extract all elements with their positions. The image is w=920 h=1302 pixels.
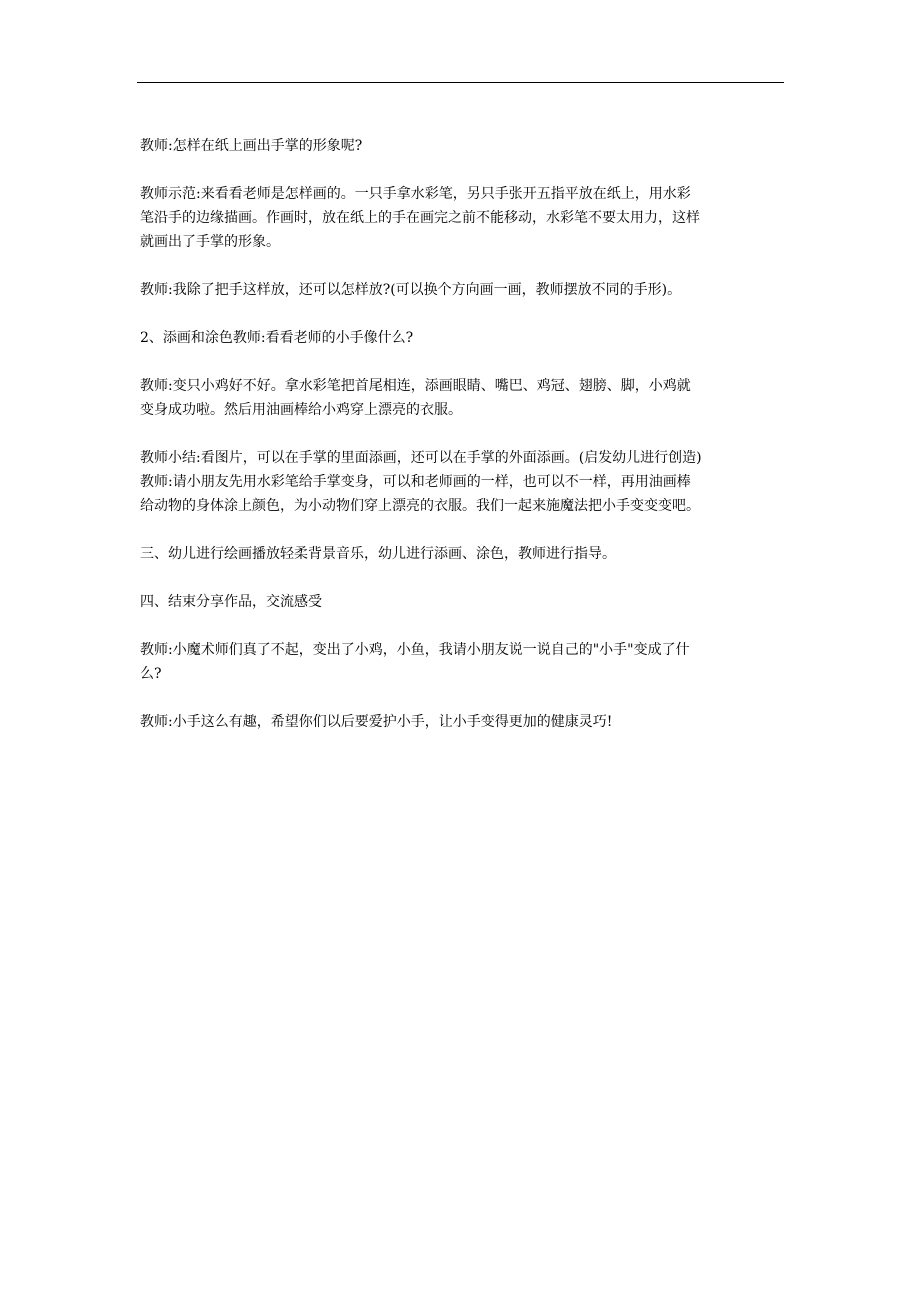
paragraph-6 xyxy=(140,446,785,518)
paragraph-9 xyxy=(140,638,785,686)
paragraph-4 xyxy=(140,326,785,350)
text-line: 教师:小魔术师们真了不起，变出了小鸡，小鱼，我请小朋友说一说自己的"小手"变成了什 xyxy=(140,642,690,658)
text-line: 教师:怎样在纸上画出手掌的形象呢? xyxy=(140,138,363,154)
text-line: 教师小结:看图片，可以在手掌的里面添画，还可以在手掌的外面添画。(启发幼儿进行创造) xyxy=(140,450,702,466)
text-line: 教师示范:来看看老师是怎样画的。一只手拿水彩笔，另只手张开五指平放在纸上，用水彩 xyxy=(140,186,691,202)
paragraph-5 xyxy=(140,374,785,422)
paragraph-7 xyxy=(140,542,785,566)
paragraph-3 xyxy=(140,278,785,302)
text-line: 教师:我除了把手这样放，还可以怎样放?(可以换个方向画一画，教师摆放不同的手形)。 xyxy=(140,282,682,298)
text-line: 变身成功啦。然后用油画棒给小鸡穿上漂亮的衣服。 xyxy=(140,402,462,418)
paragraph-2 xyxy=(140,182,785,254)
text-line: 么? xyxy=(140,666,162,682)
text-line: 教师:小手这么有趣，希望你们以后要爱护小手，让小手变得更加的健康灵巧! xyxy=(140,714,613,730)
header-rule xyxy=(137,82,784,83)
document-body xyxy=(140,134,785,734)
text-line: 给动物的身体涂上颜色，为小动物们穿上漂亮的衣服。我们一起来施魔法把小手变变变吧。 xyxy=(140,498,700,514)
text-line: 2、添画和涂色教师:看看老师的小手像什么? xyxy=(140,330,414,346)
text-line: 教师:请小朋友先用水彩笔给手掌变身，可以和老师画的一样，也可以不一样，再用油画棒 xyxy=(140,474,691,490)
text-line: 就画出了手掌的形象。 xyxy=(140,234,280,250)
paragraph-1 xyxy=(140,134,785,158)
text-line: 笔沿手的边缘描画。作画时，放在纸上的手在画完之前不能移动，水彩笔不要太用力，这样 xyxy=(140,210,700,226)
paragraph-10 xyxy=(140,710,785,734)
text-line: 三、幼儿进行绘画播放轻柔背景音乐，幼儿进行添画、涂色，教师进行指导。 xyxy=(140,546,616,562)
text-line: 四、结束分享作品，交流感受 xyxy=(140,594,322,610)
paragraph-8 xyxy=(140,590,785,614)
text-line: 教师:变只小鸡好不好。拿水彩笔把首尾相连，添画眼睛、嘴巴、鸡冠、翅膀、脚，小鸡就 xyxy=(140,378,691,394)
